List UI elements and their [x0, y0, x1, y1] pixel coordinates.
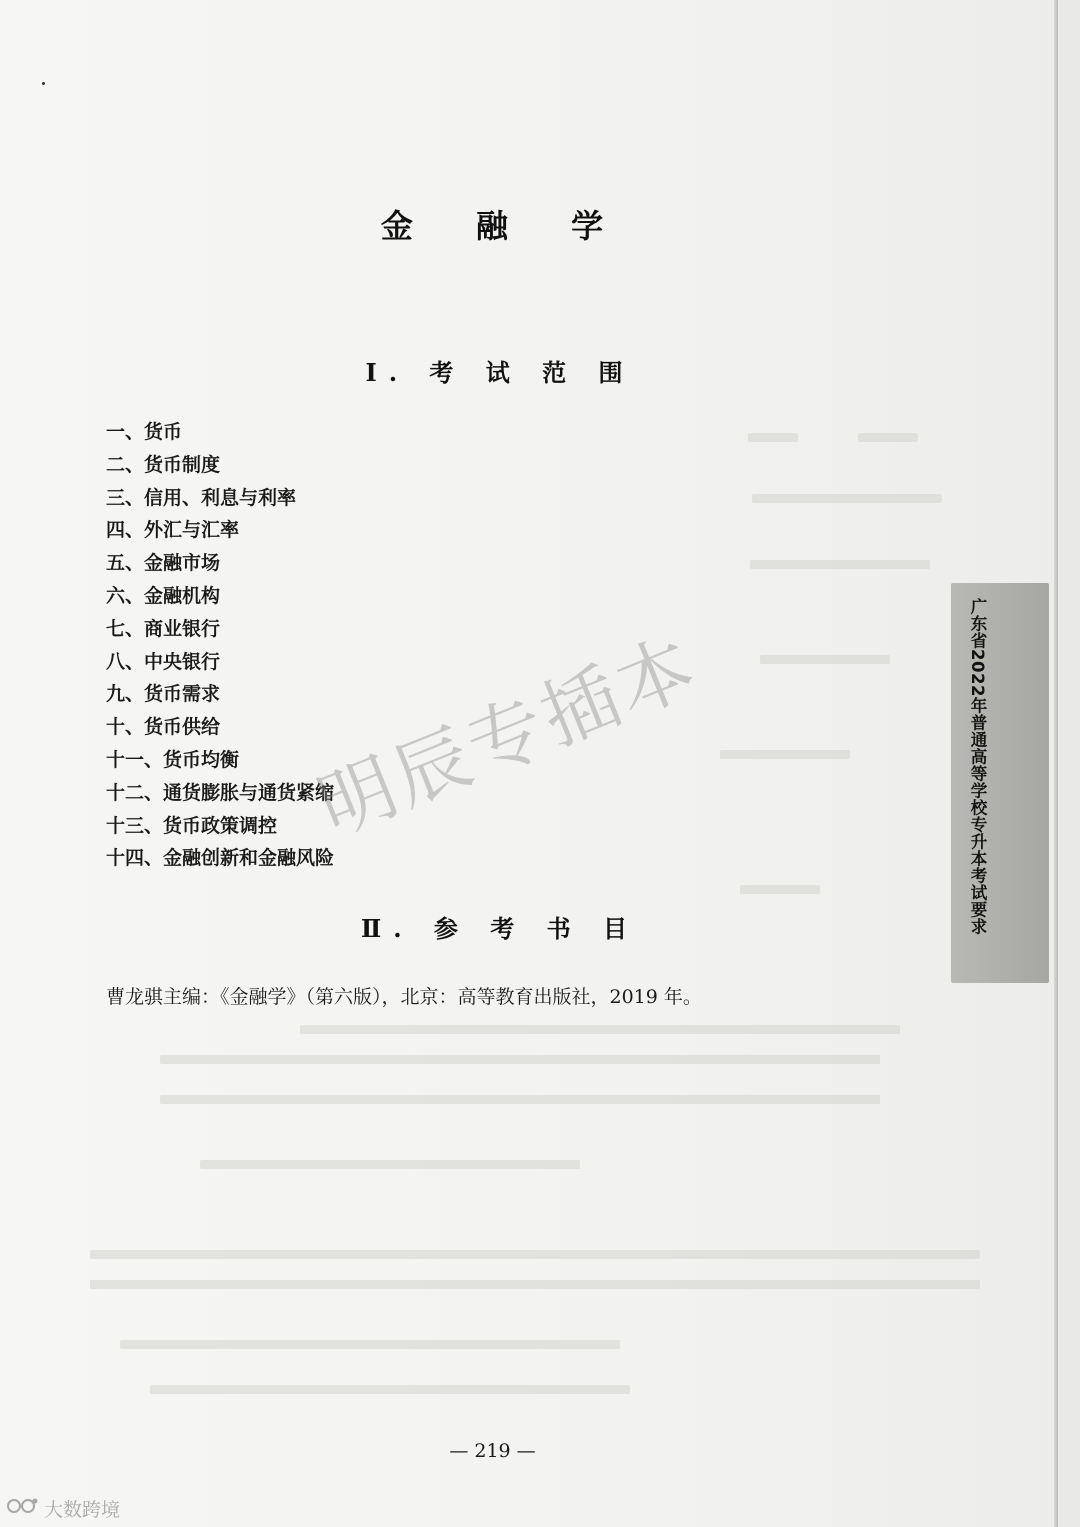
footer-logo — [6, 1495, 120, 1522]
exam-scope-list — [106, 418, 334, 877]
list-item: 六、金融机构 — [106, 584, 221, 607]
show-through-line — [858, 433, 918, 442]
show-through-line — [150, 1385, 630, 1394]
page-number: — 219 — — [449, 1440, 536, 1462]
logo-icon — [6, 1496, 40, 1521]
show-through-line — [200, 1160, 580, 1169]
section-heading-exam-scope: Ⅰ. 考 试 范 围 — [365, 358, 635, 387]
list-item: 十四、金融创新和金融风险 — [106, 847, 335, 870]
list-item: 七、商业银行 — [106, 617, 221, 640]
list-item: 四、外汇与汇率 — [106, 519, 240, 542]
page-edge — [1058, 0, 1080, 1527]
list-item: 十一、货币均衡 — [106, 748, 240, 771]
show-through-line — [300, 1025, 900, 1034]
list-item: 一、货币 — [106, 421, 183, 443]
show-through-line — [740, 885, 820, 894]
list-item: 三、信用、利息与利率 — [106, 486, 297, 509]
show-through-line — [90, 1250, 980, 1259]
footer-logo-text: 大数跨境 — [44, 1499, 121, 1521]
list-item: 十三、货币政策调控 — [106, 814, 278, 837]
list-item: 十、货币供给 — [106, 716, 221, 739]
list-item: 五、金融市场 — [106, 552, 221, 575]
list-item: 八、中央银行 — [106, 650, 221, 673]
section-heading-references: Ⅱ. 参 考 书 目 — [360, 914, 639, 943]
show-through-line — [750, 560, 930, 569]
list-item: 十二、通货膨胀与通货紧缩 — [106, 781, 335, 804]
list-item: 九、货币需求 — [106, 683, 221, 706]
show-through-line — [160, 1055, 880, 1064]
show-through-line — [160, 1095, 880, 1104]
page-title: 金 融 学 — [380, 207, 630, 245]
show-through-line — [120, 1340, 620, 1349]
show-through-line — [760, 655, 890, 664]
page-edge-shadow — [1054, 0, 1058, 1527]
speck — [42, 82, 45, 85]
show-through-line — [752, 494, 942, 503]
show-through-line — [90, 1280, 980, 1289]
reference-entry: 曹龙骐主编：《金融学》（第六版），北京：高等教育出版社，2019 年。 — [106, 986, 702, 1008]
list-item: 二、货币制度 — [106, 453, 221, 476]
side-tab-label: 广东省2022年普通高等学校专升本考试要求 — [968, 598, 987, 935]
show-through-line — [748, 433, 798, 442]
show-through-line — [720, 750, 850, 759]
watermark: 明辰专插本 — [305, 619, 711, 853]
